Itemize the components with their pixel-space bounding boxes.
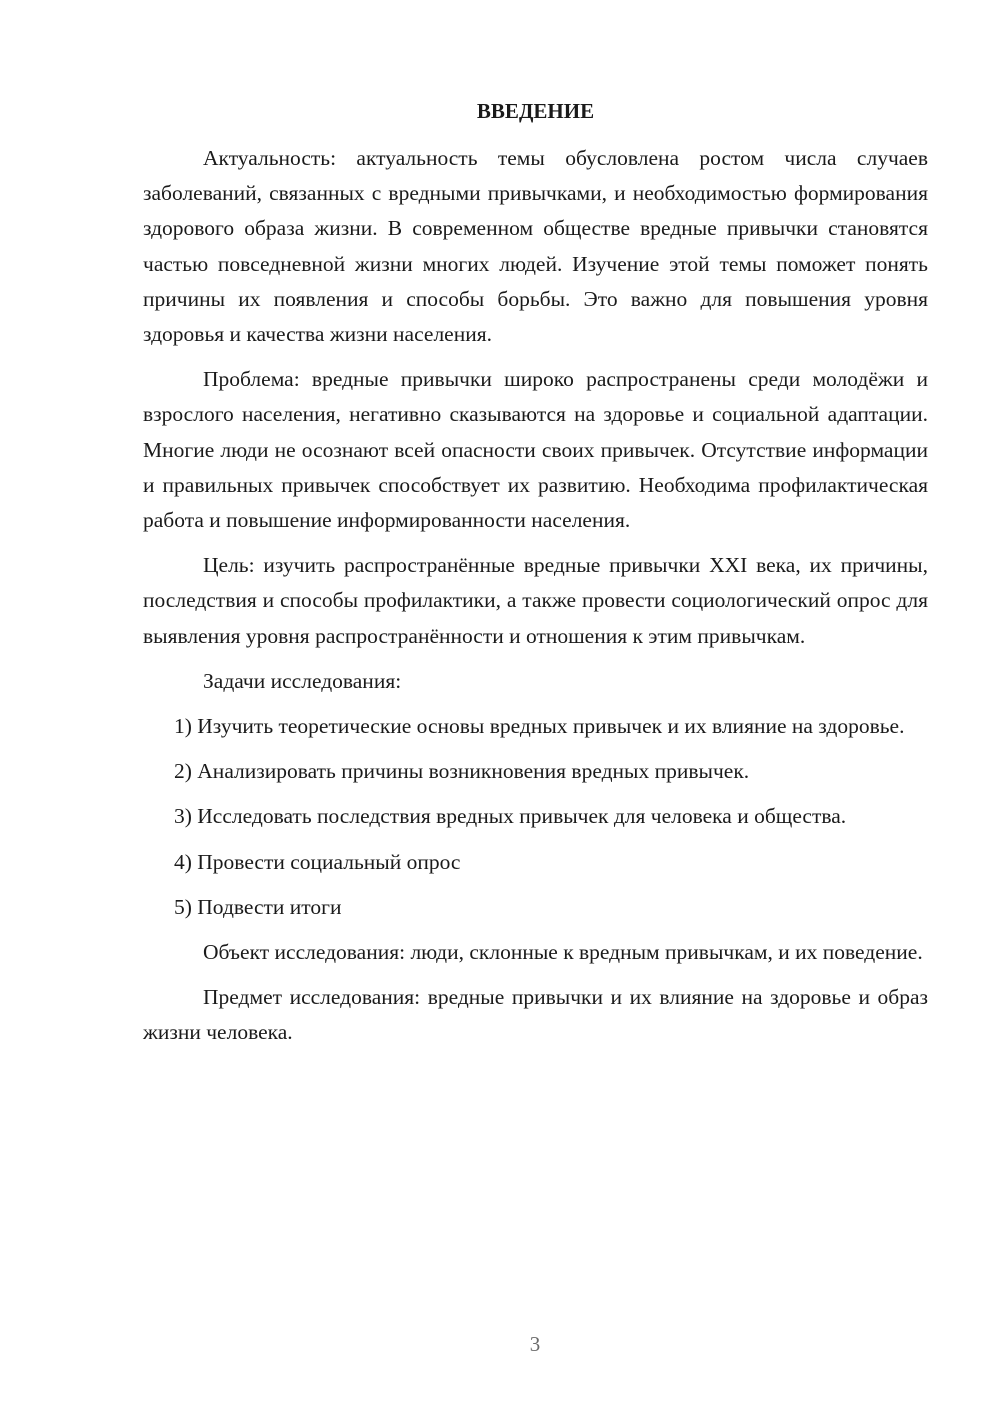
paragraph-object: Объект исследования: люди, склонные к вредным привычкам, и их поведение. <box>203 940 923 965</box>
page-number: 3 <box>529 1332 541 1356</box>
tasks-heading: Задачи исследования: <box>203 668 402 693</box>
list-item: 5) Подвести итоги <box>174 894 342 919</box>
paragraph-goal: Цель: изучить распространённые вредные привычки XXI века, их причины, последствия и способы профилактики, а также провести социологический опрос для выявления уровня распространённости и отношения к этим привычкам. <box>143 553 928 648</box>
list-item: 4) Провести социальный опрос <box>174 849 461 874</box>
list-item: 3) Исследовать последствия вредных привычек для человека и общества. <box>174 804 847 829</box>
list-item: 2) Анализировать причины возникновения вредных привычек. <box>174 759 750 784</box>
tasks-list <box>143 709 928 925</box>
paragraph-subject: Предмет исследования: вредные привычки и их влияние на здоровье и образ жизни человека. <box>143 985 928 1045</box>
paragraph-relevance: Актуальность: актуальность темы обусловлена ростом числа случаев заболеваний, связанных с вредными привычками, и необходимостью формирования здорового образа жизни. В современном обществе вредные привычки становятся частью повседневной жизни многих людей. Изучение этой темы поможет понять причины их появления и способы борьбы. Это важно для повышения уровня здоровья и качества жизни населения. <box>143 146 928 347</box>
page-title: ВВЕДЕНИЕ <box>476 99 595 123</box>
list-item: 1) Изучить теоретические основы вредных привычек и их влияние на здоровье. <box>174 714 905 739</box>
paragraph-problem: Проблема: вредные привычки широко распространены среди молодёжи и взрослого населения, негативно сказываются на здоровье и социальной адаптации. Многие люди не осознают всей опасности своих привычек. Отсутствие информации и правильных привычек способствует их развитию. Необходима профилактическая работа и повышение информированности населения. <box>143 367 928 533</box>
document-page <box>143 94 928 1061</box>
